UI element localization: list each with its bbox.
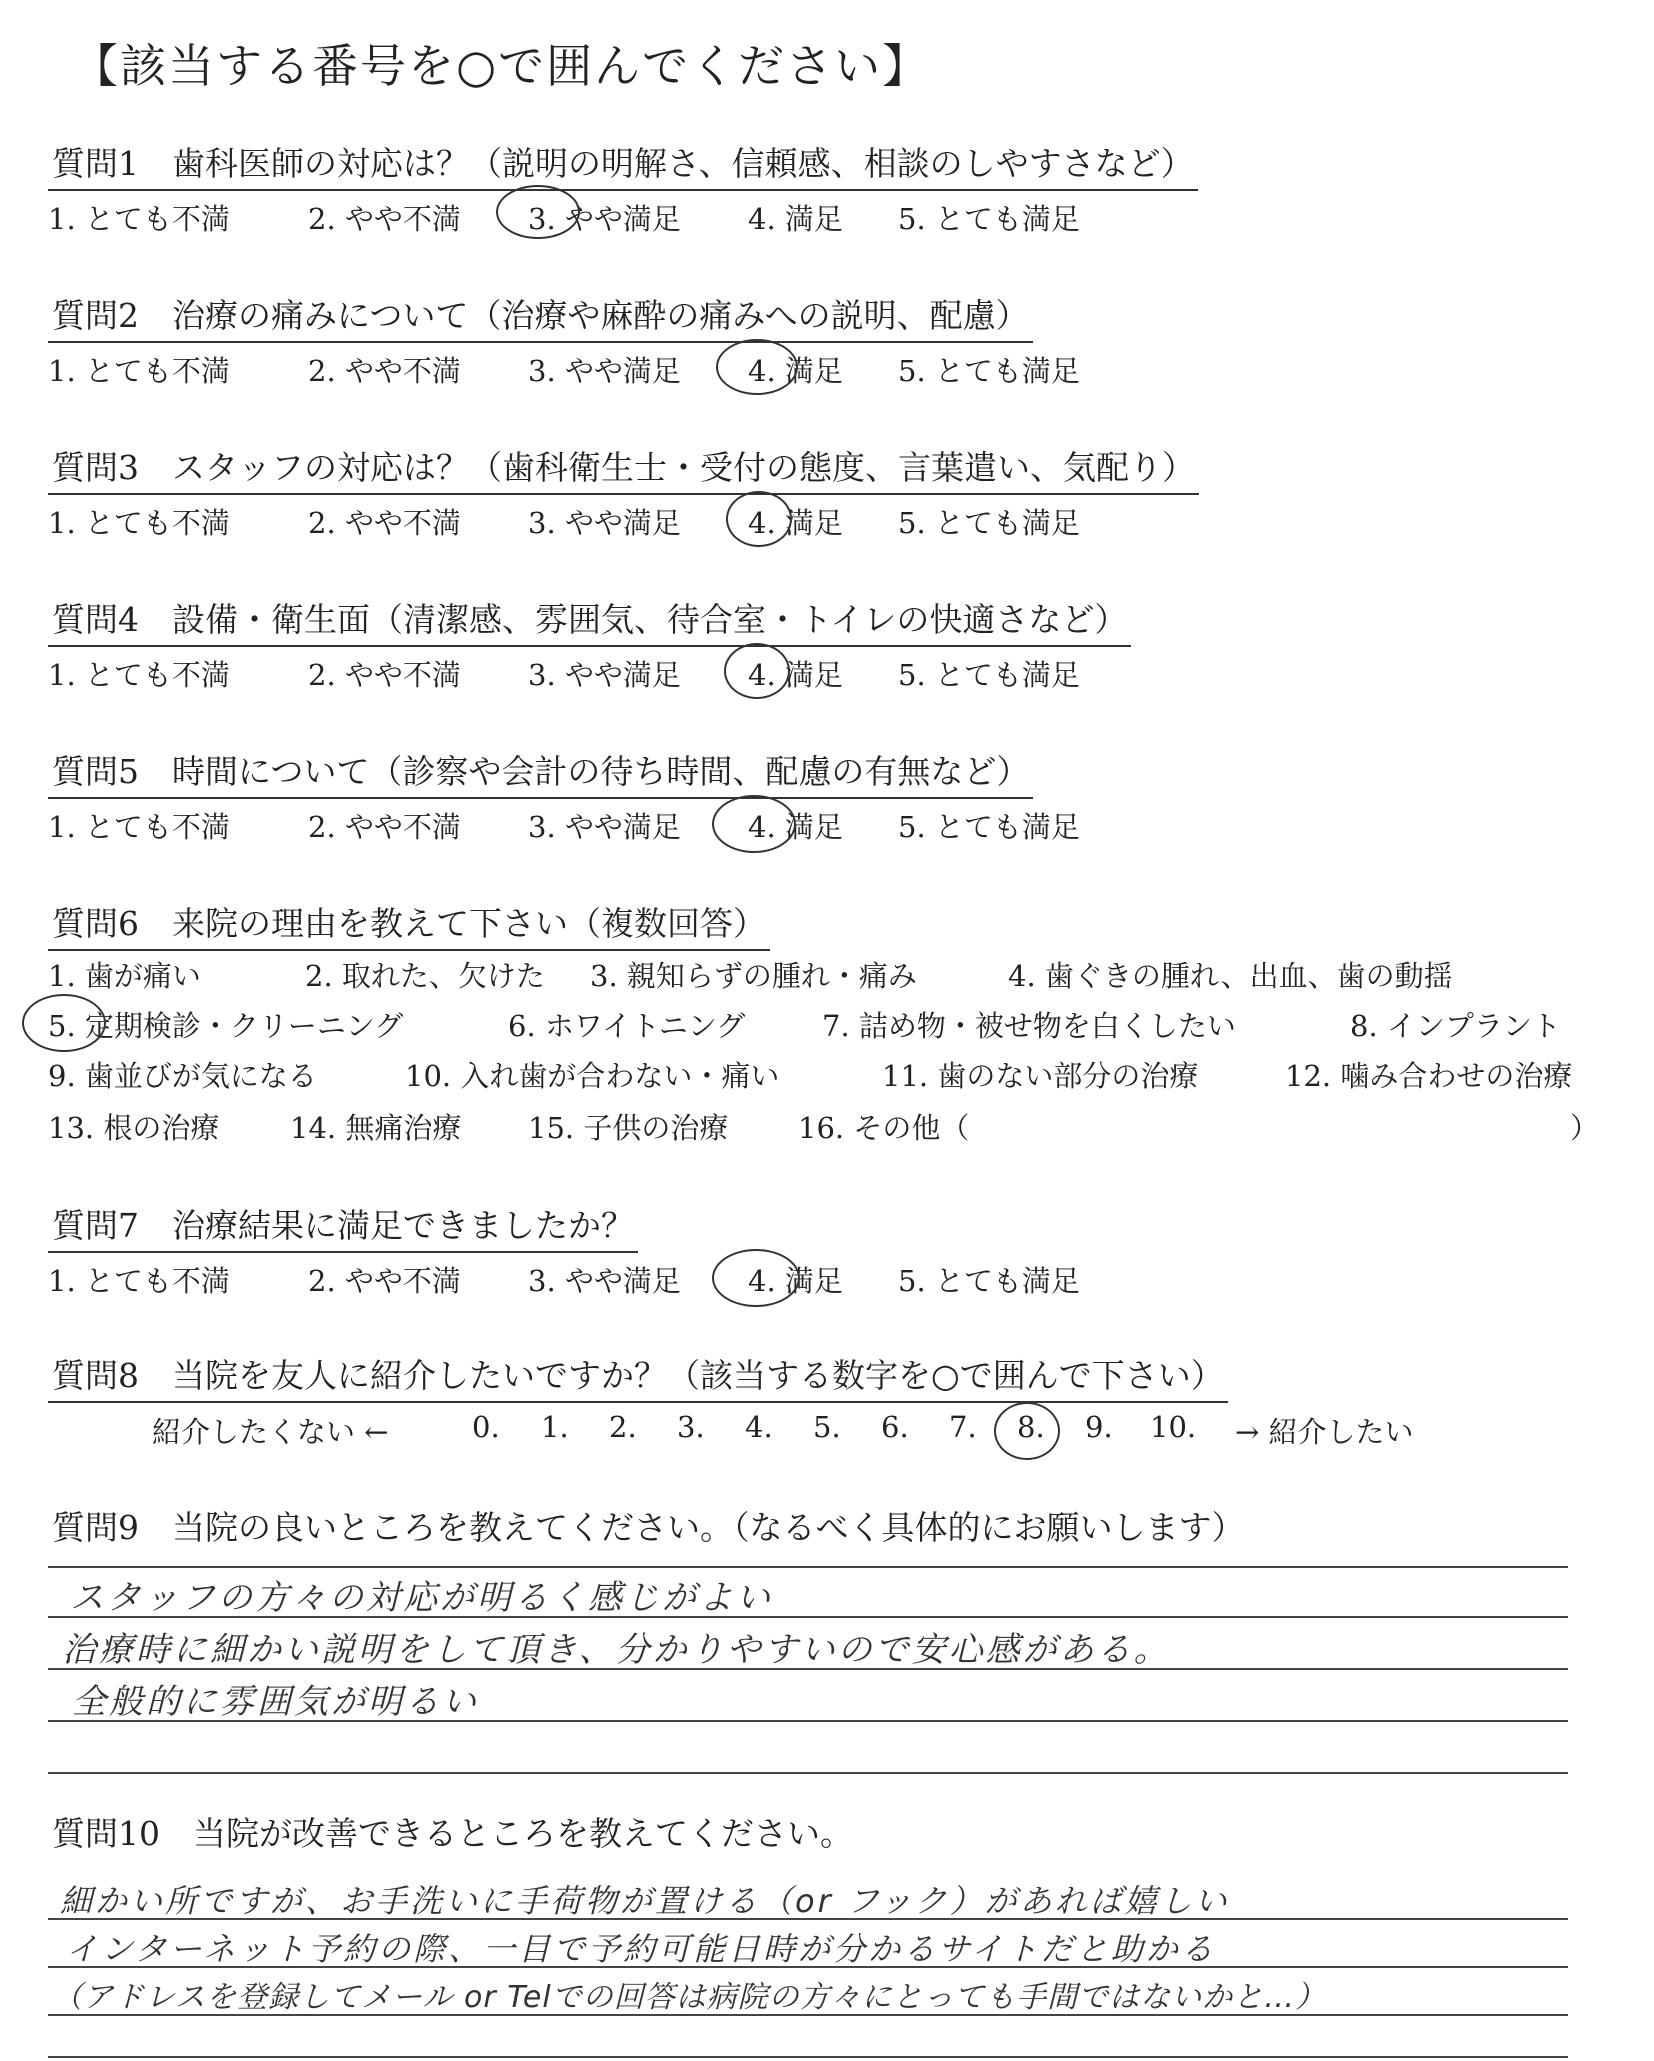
- q5-option-5[interactable]: 5. とても満足: [898, 810, 1080, 844]
- handwritten-answer: 細かい所ですが、お手洗いに手荷物が置ける（or フック）があれば嬉しい: [60, 1882, 1230, 1920]
- reason-item[interactable]: 12. 噛み合わせの治療: [1285, 1059, 1573, 1093]
- nps-number[interactable]: 2.: [609, 1410, 637, 1444]
- writing-line: [48, 1668, 1568, 1670]
- q1-option-3[interactable]: 3. やや満足: [528, 202, 681, 236]
- q2-option-1[interactable]: 1. とても不満: [48, 354, 230, 388]
- selection-circle: [716, 339, 798, 395]
- question-1: [48, 138, 1198, 243]
- nps-left-label: 紹介したくない ←: [152, 1415, 389, 1449]
- q4-option-1[interactable]: 1. とても不満: [48, 658, 230, 692]
- q5-option-3[interactable]: 3. やや満足: [528, 810, 681, 844]
- selection-circle: [712, 1249, 800, 1307]
- selection-circle: [994, 1402, 1060, 1460]
- question-2: [48, 290, 1080, 395]
- handwritten-answer: 治療時に細かい説明をして頂き、分かりやすいので安心感がある。: [62, 1630, 1171, 1670]
- q1-option-1[interactable]: 1. とても不満: [48, 202, 230, 236]
- q1-option-4[interactable]: 4. 満足: [748, 202, 843, 236]
- selection-circle: [496, 185, 580, 239]
- question-3-scale: [48, 501, 1199, 547]
- handwritten-answer: スタッフの方々の対応が明るく感じがよい: [70, 1578, 773, 1618]
- reason-item[interactable]: 11. 歯のない部分の治療: [882, 1059, 1199, 1093]
- nps-number[interactable]: 7.: [949, 1410, 977, 1444]
- reason-item[interactable]: 2. 取れた、欠けた: [305, 959, 545, 993]
- q2-option-3[interactable]: 3. やや満足: [528, 354, 681, 388]
- reason-item[interactable]: 15. 子供の治療: [528, 1111, 729, 1145]
- question-4-scale: [48, 653, 1131, 699]
- question-5-scale: [48, 805, 1080, 851]
- question-3-title: 質問3 スタッフの対応は？（歯科衛生士・受付の態度、言葉遣い、気配り）: [48, 442, 1199, 495]
- nps-number[interactable]: 4.: [745, 1410, 773, 1444]
- q3-option-4[interactable]: 4. 満足: [748, 506, 843, 540]
- question-7-title: 質問7 治療結果に満足できましたか？: [48, 1200, 638, 1253]
- q4-option-5[interactable]: 5. とても満足: [898, 658, 1080, 692]
- reason-item[interactable]: 10. 入れ歯が合わない・痛い: [405, 1059, 780, 1093]
- question-6-title: 質問6 来院の理由を教えて下さい（複数回答）: [48, 898, 770, 951]
- writing-line: [48, 2014, 1568, 2016]
- q4-option-4[interactable]: 4. 満足: [748, 658, 843, 692]
- writing-line: [48, 1772, 1568, 1774]
- q3-option-1[interactable]: 1. とても不満: [48, 506, 230, 540]
- q7-option-5[interactable]: 5. とても満足: [898, 1264, 1080, 1298]
- q3-option-2[interactable]: 2. やや不満: [308, 506, 461, 540]
- q3-option-5[interactable]: 5. とても満足: [898, 506, 1080, 540]
- q7-option-4[interactable]: 4. 満足: [748, 1264, 843, 1298]
- q4-option-2[interactable]: 2. やや不満: [308, 658, 461, 692]
- q4-option-3[interactable]: 3. やや満足: [528, 658, 681, 692]
- q3-option-3[interactable]: 3. やや満足: [528, 506, 681, 540]
- q7-option-1[interactable]: 1. とても不満: [48, 1264, 230, 1298]
- reason-item[interactable]: 6. ホワイトニング: [508, 1009, 746, 1043]
- page-title: 【該当する番号を○で囲んでください】: [72, 39, 931, 93]
- selection-circle: [22, 994, 106, 1052]
- question-10: [48, 1808, 857, 1859]
- reason-item[interactable]: 16. その他（: [798, 1111, 970, 1145]
- question-9: [48, 1502, 1249, 1553]
- nps-number[interactable]: 5.: [813, 1410, 841, 1444]
- nps-number[interactable]: 1.: [541, 1410, 569, 1444]
- q5-option-2[interactable]: 2. やや不満: [308, 810, 461, 844]
- question-5: [48, 746, 1080, 851]
- question-7: [48, 1200, 1080, 1305]
- q2-option-5[interactable]: 5. とても満足: [898, 354, 1080, 388]
- question-9-title: 質問9 当院の良いところを教えてください。（なるべく具体的にお願いします）: [52, 1508, 1245, 1547]
- reason-item[interactable]: 1. 歯が痛い: [48, 959, 201, 993]
- question-7-scale: [48, 1259, 1080, 1305]
- nps-number[interactable]: 0.: [472, 1410, 500, 1444]
- reason-item[interactable]: 9. 歯並びが気になる: [48, 1059, 317, 1093]
- question-6: [48, 898, 770, 951]
- nps-number[interactable]: 6.: [881, 1410, 909, 1444]
- handwritten-answer: インターネット予約の際、一目で予約可能日時が分かるサイトだと助かる: [66, 1930, 1216, 1968]
- nps-number[interactable]: 10.: [1150, 1410, 1197, 1444]
- question-10-title: 質問10 当院が改善できるところを教えてください。: [52, 1814, 853, 1853]
- writing-line: [48, 1720, 1568, 1722]
- question-2-title: 質問2 治療の痛みについて（治療や麻酔の痛みへの説明、配慮）: [48, 290, 1033, 343]
- writing-line: [48, 1966, 1568, 1968]
- writing-line: [48, 1566, 1568, 1568]
- writing-line: [48, 1918, 1568, 1920]
- question-3: [48, 442, 1199, 547]
- other-close-paren: ）: [1570, 1111, 1600, 1145]
- writing-line: [48, 2056, 1568, 2058]
- reason-item[interactable]: 4. 歯ぐきの腫れ、出血、歯の動揺: [1008, 959, 1453, 993]
- handwritten-answer: （アドレスを登録してメール or Telでの回答は病院の方々にとっても手間ではないかと…）: [52, 1980, 1327, 2015]
- q7-option-2[interactable]: 2. やや不満: [308, 1264, 461, 1298]
- reason-item[interactable]: 5. 定期検診・クリーニング: [48, 1009, 404, 1043]
- question-4-title: 質問4 設備・衛生面（清潔感、雰囲気、待合室・トイレの快適さなど）: [48, 594, 1131, 647]
- selection-circle: [726, 491, 792, 547]
- handwritten-answer: 全般的に雰囲気が明るい: [72, 1682, 479, 1722]
- q7-option-3[interactable]: 3. やや満足: [528, 1264, 681, 1298]
- q1-option-5[interactable]: 5. とても満足: [898, 202, 1080, 236]
- nps-number[interactable]: 9.: [1085, 1410, 1113, 1444]
- question-4: [48, 594, 1131, 699]
- selection-circle: [724, 643, 790, 699]
- q2-option-4[interactable]: 4. 満足: [748, 354, 843, 388]
- question-1-title: 質問1 歯科医師の対応は？（説明の明解さ、信頼感、相談のしやすさなど）: [48, 138, 1198, 191]
- question-5-title: 質問5 時間について（診察や会計の待ち時間、配慮の有無など）: [48, 746, 1033, 799]
- nps-right-label: → 紹介したい: [1235, 1415, 1414, 1449]
- nps-number[interactable]: 3.: [677, 1410, 705, 1444]
- writing-line: [48, 1616, 1568, 1618]
- question-8-title: 質問8 当院を友人に紹介したいですか？（該当する数字を○で囲んで下さい）: [48, 1350, 1228, 1403]
- reason-item[interactable]: 14. 無痛治療: [290, 1111, 462, 1145]
- question-2-scale: [48, 349, 1080, 395]
- reason-item[interactable]: 8. インプラント: [1350, 1009, 1561, 1043]
- reason-item[interactable]: 3. 親知らずの腫れ・痛み: [590, 959, 917, 993]
- q2-option-2[interactable]: 2. やや不満: [308, 354, 461, 388]
- reason-item[interactable]: 13. 根の治療: [48, 1111, 220, 1145]
- question-1-scale: [48, 197, 1198, 243]
- q1-option-2[interactable]: 2. やや不満: [308, 202, 461, 236]
- selection-circle: [712, 795, 796, 853]
- q5-option-4[interactable]: 4. 満足: [748, 810, 843, 844]
- q5-option-1[interactable]: 1. とても不満: [48, 810, 230, 844]
- nps-number[interactable]: 8.: [1017, 1410, 1045, 1444]
- question-8: [48, 1350, 1228, 1403]
- reason-item[interactable]: 7. 詰め物・被せ物を白くしたい: [822, 1009, 1236, 1043]
